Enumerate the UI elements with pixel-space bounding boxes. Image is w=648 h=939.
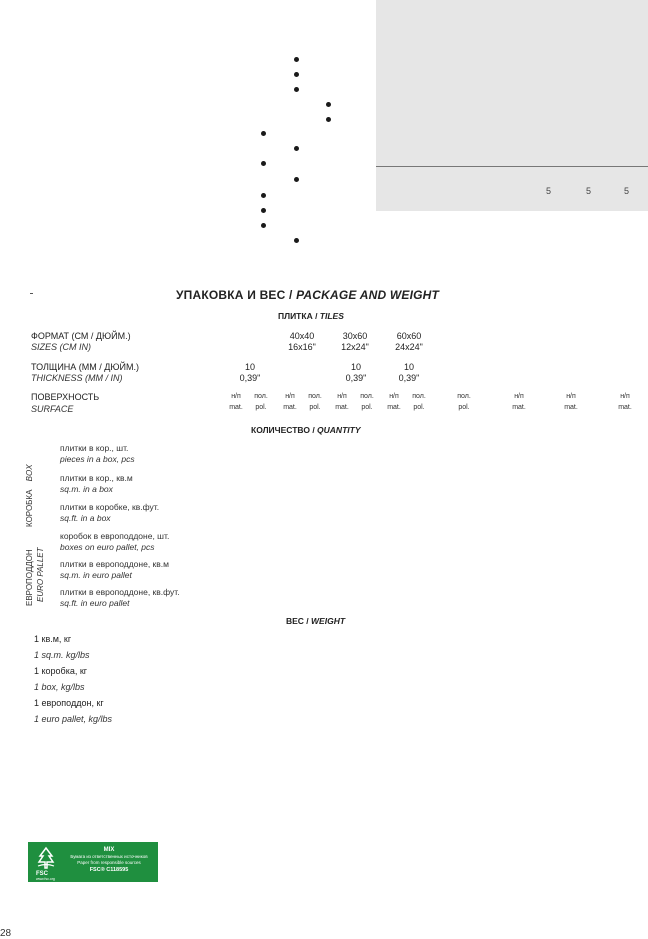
quantity-header bbox=[251, 425, 361, 435]
tiles-header-ru: ПЛИТКА / bbox=[278, 311, 320, 321]
bullet-dot bbox=[261, 161, 266, 166]
quantity-header-ru: КОЛИЧЕСТВО / bbox=[251, 425, 318, 435]
format-in: 12x24" bbox=[341, 342, 369, 352]
bullet-dot bbox=[294, 87, 299, 92]
bullet-dot bbox=[294, 57, 299, 62]
surface-value-en: pol. bbox=[458, 404, 470, 411]
thickness-label-ru: ТОЛЩИНА (ММ / ДЮЙМ.) bbox=[31, 362, 139, 372]
thickness-mm: 10 bbox=[350, 362, 361, 372]
fsc-brand: FSC bbox=[36, 871, 48, 877]
fsc-text bbox=[64, 847, 154, 873]
panel-value: 5 bbox=[546, 186, 552, 196]
surface-label-ru: ПОВЕРХНОСТЬ bbox=[31, 392, 100, 402]
pallet-vertical-label bbox=[25, 549, 34, 606]
box-row-ru: плитки в кор., шт. bbox=[60, 443, 129, 453]
tiles-header-en: TILES bbox=[319, 311, 344, 321]
bullet-dot bbox=[326, 102, 331, 107]
surface-value-ru: н/п bbox=[337, 393, 347, 400]
thickness-in: 0,39" bbox=[239, 373, 261, 383]
surface-value-ru: н/п bbox=[389, 393, 399, 400]
thickness-label-en: THICKNESS (MM / IN) bbox=[31, 373, 123, 383]
box-row-en: pieces in a box, pcs bbox=[60, 454, 135, 464]
weight-header-ru: ВЕС / bbox=[286, 616, 312, 626]
surface-value-ru: пол. bbox=[360, 393, 374, 400]
bullet-dot bbox=[261, 193, 266, 198]
section-title bbox=[176, 288, 439, 302]
surface-value-en: pol. bbox=[309, 404, 321, 411]
pallet-row-ru: плитки в европоддоне, кв.фут. bbox=[60, 587, 180, 597]
fsc-tree-icon bbox=[34, 846, 58, 870]
surface-value-ru: н/п bbox=[285, 393, 295, 400]
surface-value-en: pol. bbox=[255, 404, 267, 411]
format-cm: 60x60 bbox=[396, 331, 422, 341]
box-row-ru: плитки в коробке, кв.фут. bbox=[60, 502, 160, 512]
format-label-ru: ФОРМАТ (СМ / ДЮЙМ.) bbox=[31, 331, 131, 341]
format-label-en: SIZES (CM IN) bbox=[31, 342, 91, 352]
pallet-vertical-label-en bbox=[36, 547, 45, 602]
quantity-header-en: QUANTITY bbox=[317, 425, 361, 435]
thickness-in: 0,39" bbox=[345, 373, 367, 383]
page-number: 28 bbox=[0, 928, 12, 939]
pallet-row-en: boxes on euro pallet, pcs bbox=[60, 542, 155, 552]
surface-value-en: mat. bbox=[335, 404, 349, 411]
pallet-row-en: sq.ft. in euro pallet bbox=[60, 598, 130, 608]
fsc-logo bbox=[28, 842, 158, 882]
surface-value-en: mat. bbox=[618, 404, 632, 411]
weight-row-ru: 1 кв.м, кг bbox=[34, 634, 72, 644]
surface-value-ru: пол. bbox=[308, 393, 322, 400]
fsc-line: Бумага из ответственных источников bbox=[70, 853, 148, 859]
margin-mark bbox=[30, 293, 33, 294]
section-title-ru: УПАКОВКА И ВЕС / bbox=[176, 288, 297, 302]
fsc-line: MIX bbox=[103, 847, 115, 853]
surface-value-en: mat. bbox=[564, 404, 578, 411]
surface-value-en: pol. bbox=[361, 404, 373, 411]
format-in: 24x24" bbox=[395, 342, 423, 352]
format-cm: 40x40 bbox=[289, 331, 315, 341]
surface-value-en: mat. bbox=[283, 404, 297, 411]
surface-value-en: mat. bbox=[387, 404, 401, 411]
thickness-mm: 10 bbox=[244, 362, 255, 372]
bullet-dot bbox=[294, 238, 299, 243]
surface-value-en: pol. bbox=[413, 404, 425, 411]
weight-row-ru: 1 коробка, кг bbox=[34, 666, 88, 676]
panel-divider bbox=[376, 166, 648, 167]
weight-header-en: WEIGHT bbox=[311, 616, 346, 626]
surface-value-ru: н/п bbox=[514, 393, 524, 400]
bullet-dot bbox=[326, 117, 331, 122]
fsc-url: www.fsc.org bbox=[36, 877, 55, 881]
bullet-dot bbox=[261, 208, 266, 213]
weight-header bbox=[286, 616, 345, 626]
pallet-vertical-ru: ЕВРОПОДДОН bbox=[25, 549, 34, 606]
weight-row-en: 1 euro pallet, kg/lbs bbox=[34, 714, 113, 724]
surface-label-en: SURFACE bbox=[31, 404, 74, 414]
panel-value: 5 bbox=[586, 186, 592, 196]
surface-value-en: mat. bbox=[229, 404, 243, 411]
box-row-en: sq.m. in a box bbox=[60, 484, 113, 494]
thickness-mm: 10 bbox=[403, 362, 414, 372]
bullet-dot bbox=[294, 146, 299, 151]
weight-row-en: 1 box, kg/lbs bbox=[34, 682, 85, 692]
surface-value-ru: н/п bbox=[566, 393, 576, 400]
fsc-line: Paper from responsible sources bbox=[77, 860, 141, 865]
tiles-header bbox=[278, 311, 344, 321]
panel-value: 5 bbox=[624, 186, 630, 196]
box-vertical-ru: КОРОБКА bbox=[25, 489, 34, 527]
thickness-in: 0,39" bbox=[398, 373, 420, 383]
surface-value-ru: пол. bbox=[457, 393, 471, 400]
box-row-ru: плитки в кор., кв.м bbox=[60, 473, 133, 483]
box-row-en: sq.ft. in a box bbox=[60, 513, 111, 523]
surface-value-ru: н/п bbox=[620, 393, 630, 400]
box-vertical-label bbox=[25, 464, 34, 527]
weight-row-en: 1 sq.m. kg/lbs bbox=[34, 650, 90, 660]
pallet-row-ru: плитки в европоддоне, кв.м bbox=[60, 559, 169, 569]
fsc-line: FSC® C118595 bbox=[89, 866, 129, 873]
pallet-row-ru: коробок в европоддоне, шт. bbox=[60, 531, 170, 541]
surface-value-en: mat. bbox=[512, 404, 526, 411]
box-vertical-en: BOX bbox=[25, 464, 34, 482]
bullet-dot bbox=[261, 223, 266, 228]
weight-row-ru: 1 европоддон, кг bbox=[34, 698, 104, 708]
section-title-en: PACKAGE AND WEIGHT bbox=[296, 288, 440, 302]
surface-value-ru: н/п bbox=[231, 393, 241, 400]
top-info-panel bbox=[376, 0, 648, 211]
surface-value-ru: пол. bbox=[254, 393, 268, 400]
pallet-vertical-en: EURO PALLET bbox=[36, 547, 45, 602]
surface-value-ru: пол. bbox=[412, 393, 426, 400]
bullet-dot bbox=[261, 131, 266, 136]
bullet-dot bbox=[294, 177, 299, 182]
format-cm: 30x60 bbox=[342, 331, 368, 341]
pallet-row-en: sq.m. in euro pallet bbox=[60, 570, 132, 580]
format-in: 16x16" bbox=[288, 342, 316, 352]
bullet-dot bbox=[294, 72, 299, 77]
